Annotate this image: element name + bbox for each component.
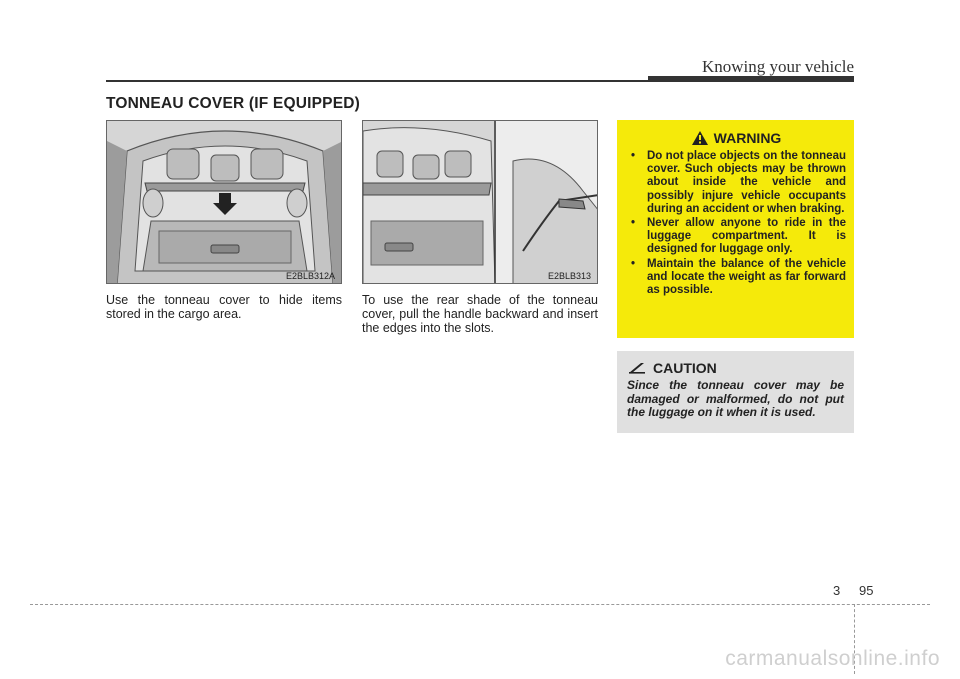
watermark: carmanualsonline.info	[725, 647, 940, 670]
rear-shade-illustration	[363, 121, 598, 284]
warning-triangle-icon	[692, 131, 708, 145]
cargo-illustration	[107, 121, 342, 284]
warning-item: • Maintain the balance of the vehicle and locate the weight as far forward as possible.	[631, 257, 846, 297]
chapter-number: 3	[833, 583, 841, 598]
warning-item: • Never allow anyone to ride in the luggage compartment. It is designed for luggage only.	[631, 217, 846, 256]
caution-text: Since the tonneau cover may be damaged or malformed, do not put the luggage on it when it is used.	[627, 378, 844, 419]
header-rule-accent	[648, 76, 854, 82]
caution-header	[627, 360, 844, 376]
caution-title: CAUTION	[653, 360, 717, 376]
warning-header	[627, 130, 846, 146]
header-title: Knowing your vehicle	[701, 57, 854, 76]
figure-text-rear-shade: To use the rear shade of the tonneau cover, pull the handle backward and insert the edges into the slots.	[362, 293, 598, 335]
figure-text-cargo: Use the tonneau cover to hide items stored in the cargo area.	[106, 293, 342, 321]
warning-title: WARNING	[713, 130, 782, 146]
page-number: 95	[859, 583, 874, 598]
figure-cargo-area	[106, 120, 342, 284]
footer-rule	[30, 604, 930, 605]
figure-caption: E2BLB313	[547, 271, 591, 281]
section-title: TONNEAU COVER (IF EQUIPPED)	[106, 95, 360, 112]
warning-list	[627, 150, 846, 297]
caution-pencil-icon	[627, 362, 647, 374]
figure-caption: E2BLB312A	[285, 271, 335, 281]
caution-box	[617, 351, 854, 433]
figure-rear-shade	[362, 120, 598, 284]
warning-item: • Do not place objects on the tonneau cover. Such objects may be thrown about inside the vehicle and possibly injure vehicle occupants during an accident or when braking.	[631, 150, 846, 215]
warning-box	[617, 120, 854, 338]
